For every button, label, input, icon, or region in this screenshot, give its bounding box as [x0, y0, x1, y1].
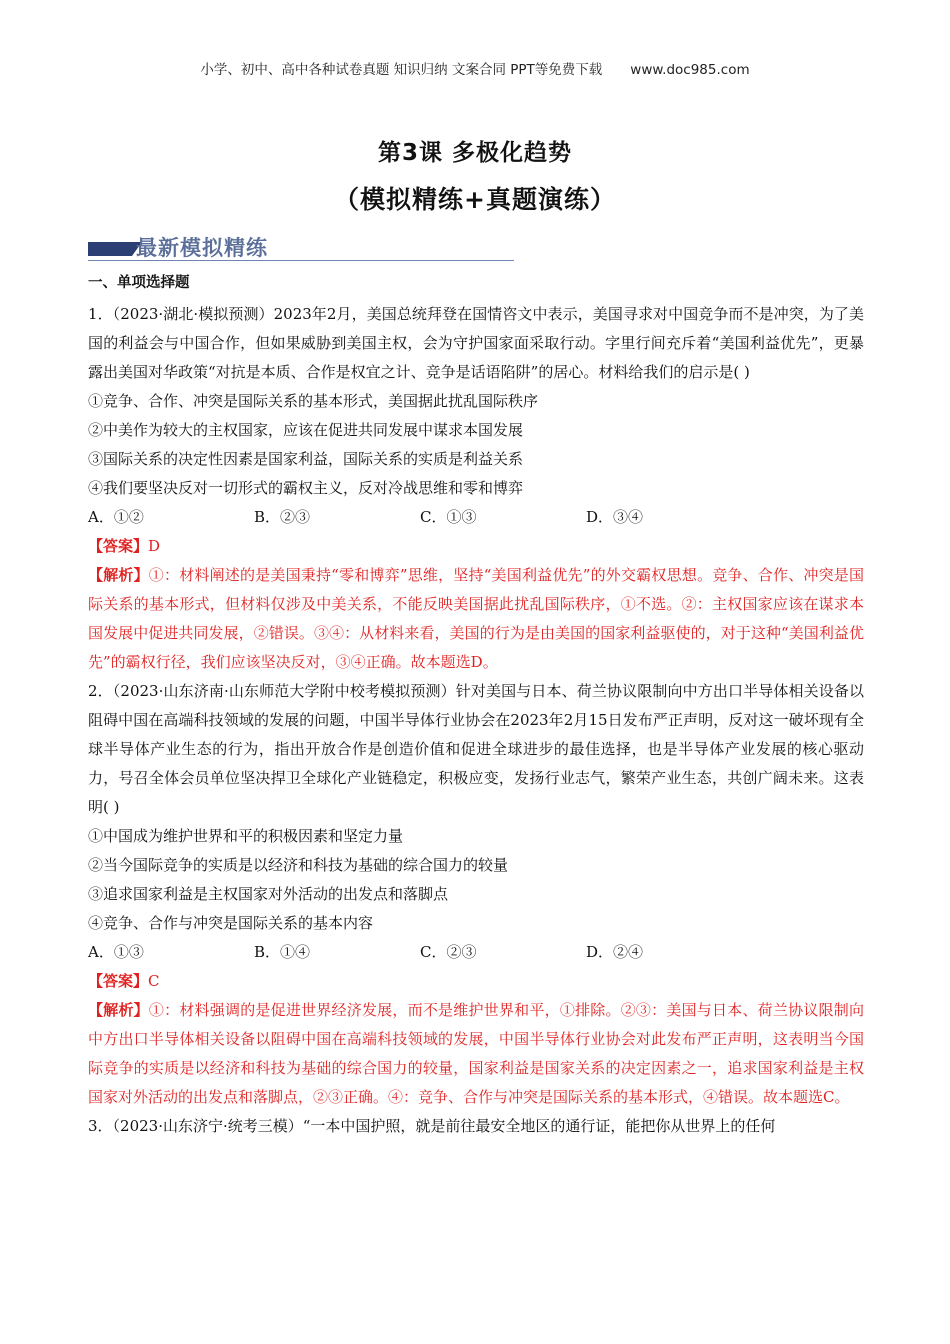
question-1: [88, 300, 864, 677]
statement-option: ④我们要坚决反对一切形式的霸权主义，反对冷战思维和零和博弈: [88, 479, 524, 497]
analysis-body: ①：材料阐述的是美国秉持“零和博弈”思维，坚持“美国利益优先”的外交霸权思想。竞争、合作、冲突是国际关系的基本形式，但材料仅涉及中美关系，不能反映美国据此扰乱国际秩序，①不选。②：主权国家应该在谋求本国发展中促进共同发展，②错误。③④：从材料来看，美国的行为是由美国的国家利益驱使的，对于这种“美国利益优先”的霸权行径，我们应该坚决反对，③④正确。故本题选D。: [88, 566, 864, 671]
choice-a: A．①③: [88, 943, 144, 961]
question-stem: 3．（2023·山东济宁·统考三模）“一本中国护照，就是前往最安全地区的通行证，能把你从世界上的任何: [88, 1117, 776, 1135]
question-2: [88, 677, 864, 1112]
analysis-label: 【解析】: [88, 1001, 149, 1019]
banner-underline: [88, 260, 514, 261]
choice-c: C．①③: [420, 508, 477, 526]
page-header: [0, 58, 950, 78]
banner-text: 最新模拟精练: [136, 236, 268, 260]
choice-a: A．①②: [88, 508, 144, 526]
header-text: 小学、初中、高中各种试卷真题 知识归纳 文案合同 PPT等免费下载: [200, 62, 603, 78]
question-3: [88, 1112, 864, 1141]
statement-option: ②中美作为较大的主权国家，应该在促进共同发展中谋求本国发展: [88, 421, 524, 439]
statement-option: ①中国成为维护世界和平的积极因素和坚定力量: [88, 827, 404, 845]
document-body: [88, 272, 864, 1141]
lesson-title: 第3课 多极化趋势: [377, 140, 572, 166]
answer-choices: [88, 938, 864, 967]
banner-bar: [88, 242, 132, 256]
answer-label: 【答案】: [88, 537, 149, 555]
analysis-label: 【解析】: [88, 566, 149, 584]
statement-option: ③追求国家利益是主权国家对外活动的出发点和落脚点: [88, 885, 449, 903]
section-title: 一、单项选择题: [88, 275, 190, 291]
choice-b: B．①④: [254, 943, 311, 961]
statement-option: ①竞争、合作、冲突是国际关系的基本形式，美国据此扰乱国际秩序: [88, 392, 539, 410]
section-banner: [88, 232, 514, 264]
analysis-text: [88, 996, 864, 1112]
statement-option: ④竞争、合作与冲突是国际关系的基本内容: [88, 914, 374, 932]
answer-value: D: [148, 537, 161, 555]
answer-value: C: [148, 972, 160, 990]
question-stem: 1．（2023·湖北·模拟预测）2023年2月，美国总统拜登在国情咨文中表示，美国寻求对中国竞争而不是冲突，为了美国的利益会与中国合作，但如果威胁到美国主权，会为守护国家面采取行动。字里行间充斥着“美国利益优先”，更暴露出美国对华政策“对抗是本质、合作是权宜之计、竞争是话语陷阱”的居心。材料给我们的启示是( ): [88, 305, 864, 381]
statement-option: ②当今国际竞争的实质是以经济和科技为基础的综合国力的较量: [88, 856, 509, 874]
header-url[interactable]: www.doc985.com: [630, 62, 750, 78]
lesson-subtitle: （模拟精练+真题演练）: [334, 185, 616, 214]
analysis-text: [88, 561, 864, 677]
statement-option: ③国际关系的决定性因素是国家利益，国际关系的实质是利益关系: [88, 450, 524, 468]
answer-label: 【答案】: [88, 972, 149, 990]
choice-d: D．③④: [586, 508, 644, 526]
choice-d: D．②④: [586, 943, 644, 961]
answer-line: [88, 532, 864, 561]
choice-b: B．②③: [254, 508, 311, 526]
analysis-body: ①：材料强调的是促进世界经济发展，而不是维护世界和平，①排除。②③：美国与日本、荷兰协议限制向中方出口半导体相关设备以阻碍中国在高端科技领域的发展，中国半导体行业协会对此发布严正声明，这表明当今国际竞争的实质是以经济和科技为基础的综合国力的较量，国家利益是国家关系的决定因素之一，追求国家利益是主权国家对外活动的出发点和落脚点，②③正确。④：竞争、合作与冲突是国际关系的基本形式，④错误。故本题选C。: [88, 1001, 864, 1106]
choice-c: C．②③: [420, 943, 477, 961]
question-stem: 2．（2023·山东济南·山东师范大学附中校考模拟预测）针对美国与日本、荷兰协议限制向中方出口半导体相关设备以阻碍中国在高端科技领域的发展的问题，中国半导体行业协会在2023年2月15日发布严正声明，反对这一破坏现有全球半导体产业生态的行为，指出开放合作是创造价值和促进全球进步的最佳选择，也是半导体产业发展的核心驱动力，号召全体会员单位坚决捍卫全球化产业链稳定，积极应变，发扬行业志气，繁荣产业生态，共创广阔未来。这表明( ): [88, 682, 864, 816]
answer-line: [88, 967, 864, 996]
answer-choices: [88, 503, 864, 532]
